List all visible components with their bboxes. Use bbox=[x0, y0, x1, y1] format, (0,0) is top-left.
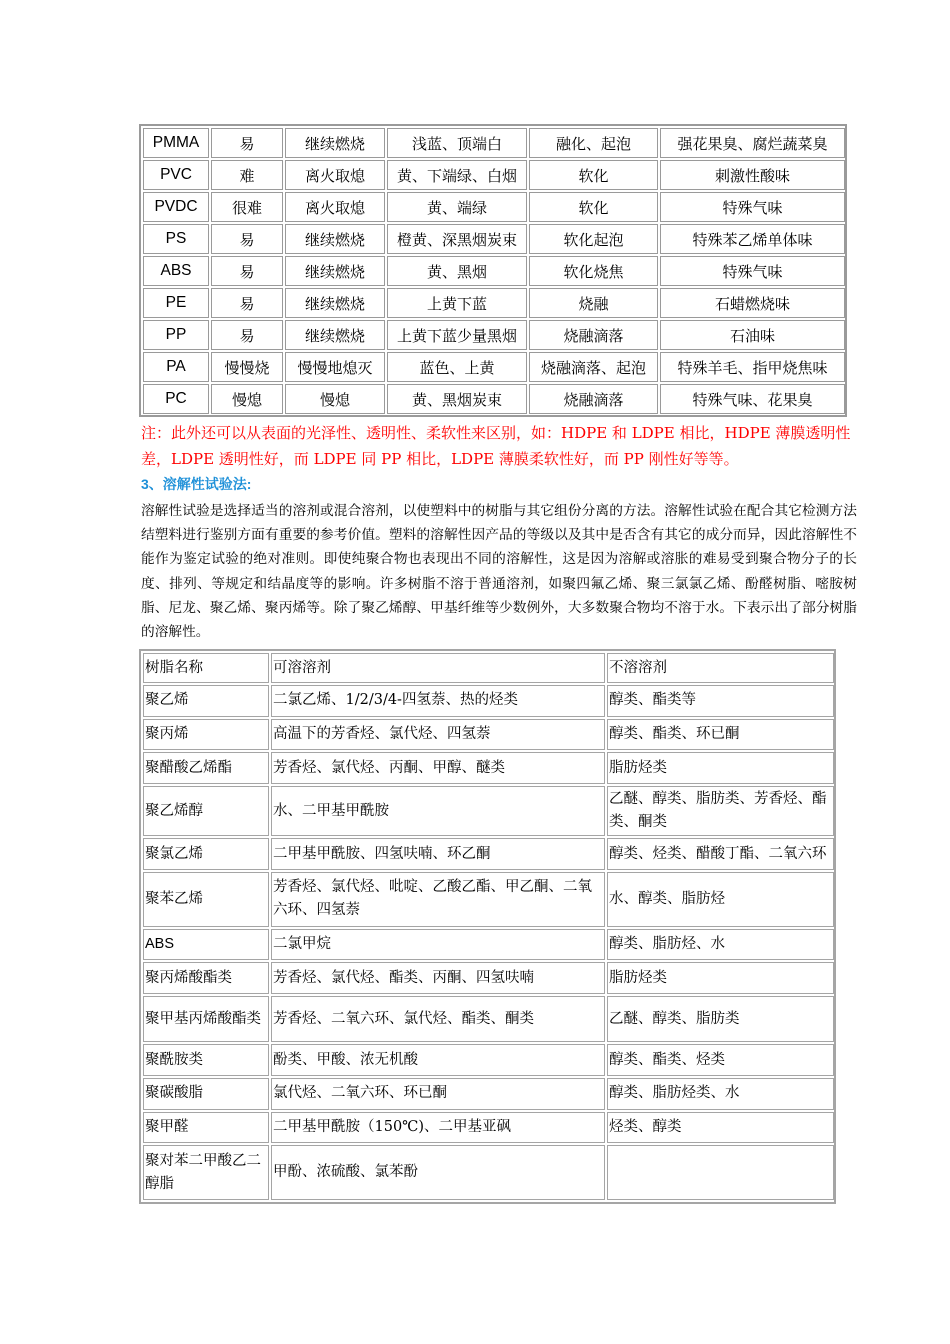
soluble-solvent-cell: 甲酚、浓硫酸、氯苯酚 bbox=[271, 1145, 605, 1200]
resin-name-cell: 聚氯乙烯 bbox=[143, 838, 269, 870]
burn-cell: 继续燃烧 bbox=[285, 256, 385, 286]
burn-cell: PP bbox=[143, 320, 209, 350]
burn-cell: 特殊苯乙烯单体味 bbox=[660, 224, 845, 254]
burn-cell: 特殊羊毛、指甲烧焦味 bbox=[660, 352, 845, 382]
solubility-row bbox=[143, 872, 834, 927]
burn-cell: 烧融滴落 bbox=[529, 384, 658, 414]
soluble-solvent-cell: 酚类、甲酸、浓无机酸 bbox=[271, 1044, 605, 1076]
solubility-row bbox=[143, 685, 834, 717]
resin-name-cell: 聚醋酸乙烯酯 bbox=[143, 752, 269, 784]
solubility-row bbox=[143, 929, 834, 961]
solubility-row bbox=[143, 1044, 834, 1076]
burn-cell: 易 bbox=[211, 320, 283, 350]
solubility-paragraph: 溶解性试验是选择适当的溶剂或混合溶剂，以使塑料中的树脂与其它组份分离的方法。溶解性试验在配合其它检测方法结塑料进行鉴别方面有重要的参考价值。塑料的溶解性因产品的等级以及其中是否含有其它的成分而异，因此溶解性不能作为鉴定试验的绝对准则。即使纯聚合物也表现出不同的溶解性，这是因为溶解或溶胀的难易受到聚合物分子的长度、排列、等规定和结晶度等的影响。许多树脂不溶于普通溶剂，如聚四氟乙烯、聚三氯氯乙烯、酚醛树脂、嘧胺树脂、尼龙、聚乙烯、聚丙烯等。除了聚乙烯醇、甲基纤维等少数例外，大多数聚合物均不溶于水。下表示出了部分树脂的溶解性。 bbox=[141, 503, 857, 641]
solubility-row bbox=[143, 838, 834, 870]
header-insoluble-solvent: 不溶溶剂 bbox=[607, 653, 834, 683]
burn-row bbox=[143, 160, 845, 190]
burn-cell: 软化 bbox=[529, 192, 658, 222]
solubility-row bbox=[143, 1112, 834, 1144]
burn-cell: 融化、起泡 bbox=[529, 128, 658, 158]
red-note bbox=[141, 420, 861, 472]
burn-cell: 烧融 bbox=[529, 288, 658, 318]
soluble-solvent-cell: 水、二甲基甲酰胺 bbox=[271, 786, 605, 837]
burn-cell: 石蜡燃烧味 bbox=[660, 288, 845, 318]
burn-cell: 石油味 bbox=[660, 320, 845, 350]
note-line-2: 差，LDPE 透明性好，而 LDPE 同 PP 相比，LDPE 薄膜柔软性好，而 PP 刚性好等等。 bbox=[141, 450, 739, 468]
burn-cell: 烧融滴落 bbox=[529, 320, 658, 350]
burn-row bbox=[143, 384, 845, 414]
burning-test-table bbox=[139, 124, 847, 417]
burn-cell: 易 bbox=[211, 224, 283, 254]
insoluble-solvent-cell: 醇类、酯类等 bbox=[607, 685, 834, 717]
burn-cell: 黄、黑烟 bbox=[387, 256, 527, 286]
solubility-row bbox=[143, 1145, 834, 1200]
insoluble-solvent-cell: 醇类、脂肪烃类、水 bbox=[607, 1078, 834, 1110]
burn-cell: 继续燃烧 bbox=[285, 288, 385, 318]
insoluble-solvent-cell bbox=[607, 1145, 834, 1200]
resin-name-cell: 聚碳酸脂 bbox=[143, 1078, 269, 1110]
insoluble-solvent-cell: 脂肪烃类 bbox=[607, 962, 834, 994]
soluble-solvent-cell: 二甲基甲酰胺、四氢呋喃、环乙酮 bbox=[271, 838, 605, 870]
burn-cell: 黄、下端绿、白烟 bbox=[387, 160, 527, 190]
burn-cell: 刺激性酸味 bbox=[660, 160, 845, 190]
insoluble-solvent-cell: 烃类、醇类 bbox=[607, 1112, 834, 1144]
resin-name-cell: ABS bbox=[143, 929, 269, 961]
resin-name-cell: 聚丙烯酸酯类 bbox=[143, 962, 269, 994]
burn-cell: 继续燃烧 bbox=[285, 224, 385, 254]
burn-cell: 继续燃烧 bbox=[285, 320, 385, 350]
solubility-row bbox=[143, 719, 834, 751]
burn-row bbox=[143, 128, 845, 158]
resin-name-cell: 聚丙烯 bbox=[143, 719, 269, 751]
soluble-solvent-cell: 二氯乙烯、1/2/3/4-四氢萘、热的烃类 bbox=[271, 685, 605, 717]
section-heading: 3、溶解性试验法: bbox=[141, 476, 252, 492]
burn-cell: 黄、端绿 bbox=[387, 192, 527, 222]
burn-cell: PVC bbox=[143, 160, 209, 190]
burn-row bbox=[143, 320, 845, 350]
burn-cell: 特殊气味 bbox=[660, 256, 845, 286]
solubility-table bbox=[139, 649, 836, 1204]
resin-name-cell: 聚乙烯醇 bbox=[143, 786, 269, 837]
soluble-solvent-cell: 二氯甲烷 bbox=[271, 929, 605, 961]
solubility-row bbox=[143, 786, 834, 837]
header-resin-name: 树脂名称 bbox=[143, 653, 269, 683]
soluble-solvent-cell: 二甲基甲酰胺（150℃)、二甲基亚砜 bbox=[271, 1112, 605, 1144]
soluble-solvent-cell: 高温下的芳香烃、氯代烃、四氢萘 bbox=[271, 719, 605, 751]
burn-cell: PA bbox=[143, 352, 209, 382]
solubility-row bbox=[143, 752, 834, 784]
resin-name-cell: 聚甲醛 bbox=[143, 1112, 269, 1144]
burn-cell: 软化烧焦 bbox=[529, 256, 658, 286]
burn-cell: 黄、黑烟炭束 bbox=[387, 384, 527, 414]
insoluble-solvent-cell: 乙醚、醇类、脂肪类 bbox=[607, 996, 834, 1042]
resin-name-cell: 聚酰胺类 bbox=[143, 1044, 269, 1076]
burn-cell: 强花果臭、腐烂蔬菜臭 bbox=[660, 128, 845, 158]
insoluble-solvent-cell: 醇类、烃类、醋酸丁酯、二氧六环 bbox=[607, 838, 834, 870]
burn-cell: 上黄下蓝少量黑烟 bbox=[387, 320, 527, 350]
burn-cell: 慢熄 bbox=[211, 384, 283, 414]
burn-row bbox=[143, 224, 845, 254]
soluble-solvent-cell: 芳香烃、氯代烃、丙酮、甲醇、醚类 bbox=[271, 752, 605, 784]
burn-cell: PVDC bbox=[143, 192, 209, 222]
solubility-header-row bbox=[143, 653, 834, 683]
burn-cell: 特殊气味、花果臭 bbox=[660, 384, 845, 414]
insoluble-solvent-cell: 醇类、酯类、环已酮 bbox=[607, 719, 834, 751]
burn-cell: 浅蓝、顶端白 bbox=[387, 128, 527, 158]
insoluble-solvent-cell: 醇类、酯类、烃类 bbox=[607, 1044, 834, 1076]
burn-cell: 烧融滴落、起泡 bbox=[529, 352, 658, 382]
solubility-row bbox=[143, 1078, 834, 1110]
burn-row bbox=[143, 256, 845, 286]
insoluble-solvent-cell: 乙醚、醇类、脂肪类、芳香烃、酯类、酮类 bbox=[607, 786, 834, 837]
soluble-solvent-cell: 芳香烃、二氧六环、氯代烃、酯类、酮类 bbox=[271, 996, 605, 1042]
burn-cell: PMMA bbox=[143, 128, 209, 158]
burn-cell: 慢慢地熄灭 bbox=[285, 352, 385, 382]
burn-cell: 软化 bbox=[529, 160, 658, 190]
resin-name-cell: 聚苯乙烯 bbox=[143, 872, 269, 927]
burn-cell: 离火取熄 bbox=[285, 160, 385, 190]
burn-cell: 很难 bbox=[211, 192, 283, 222]
burn-cell: 橙黄、深黑烟炭束 bbox=[387, 224, 527, 254]
soluble-solvent-cell: 芳香烃、氯代烃、酯类、丙酮、四氢呋喃 bbox=[271, 962, 605, 994]
soluble-solvent-cell: 氯代烃、二氧六环、环已酮 bbox=[271, 1078, 605, 1110]
burn-row bbox=[143, 288, 845, 318]
burn-cell: PC bbox=[143, 384, 209, 414]
burn-cell: 慢慢烧 bbox=[211, 352, 283, 382]
note-line-1: 注：此外还可以从表面的光泽性、透明性、柔软性来区别，如：HDPE 和 LDPE 相比，HDPE 薄膜透明性 bbox=[141, 424, 851, 442]
burn-cell: PE bbox=[143, 288, 209, 318]
burn-cell: PS bbox=[143, 224, 209, 254]
burn-row bbox=[143, 192, 845, 222]
solubility-row bbox=[143, 996, 834, 1042]
burn-cell: 易 bbox=[211, 256, 283, 286]
burn-cell: 特殊气味 bbox=[660, 192, 845, 222]
burn-cell: 离火取熄 bbox=[285, 192, 385, 222]
burn-cell: 慢熄 bbox=[285, 384, 385, 414]
resin-name-cell: 聚对苯二甲酸乙二醇脂 bbox=[143, 1145, 269, 1200]
resin-name-cell: 聚乙烯 bbox=[143, 685, 269, 717]
burn-cell: 难 bbox=[211, 160, 283, 190]
insoluble-solvent-cell: 脂肪烃类 bbox=[607, 752, 834, 784]
insoluble-solvent-cell: 醇类、脂肪烃、水 bbox=[607, 929, 834, 961]
burn-cell: 上黄下蓝 bbox=[387, 288, 527, 318]
burn-cell: 蓝色、上黄 bbox=[387, 352, 527, 382]
insoluble-solvent-cell: 水、醇类、脂肪烃 bbox=[607, 872, 834, 927]
burn-cell: ABS bbox=[143, 256, 209, 286]
burn-cell: 继续燃烧 bbox=[285, 128, 385, 158]
resin-name-cell: 聚甲基丙烯酸酯类 bbox=[143, 996, 269, 1042]
burn-row bbox=[143, 352, 845, 382]
burn-cell: 易 bbox=[211, 128, 283, 158]
burn-cell: 软化起泡 bbox=[529, 224, 658, 254]
burn-cell: 易 bbox=[211, 288, 283, 318]
header-soluble-solvent: 可溶溶剂 bbox=[271, 653, 605, 683]
solubility-row bbox=[143, 962, 834, 994]
soluble-solvent-cell: 芳香烃、氯代烃、吡啶、乙酸乙酯、甲乙酮、二氧六环、四氢萘 bbox=[271, 872, 605, 927]
